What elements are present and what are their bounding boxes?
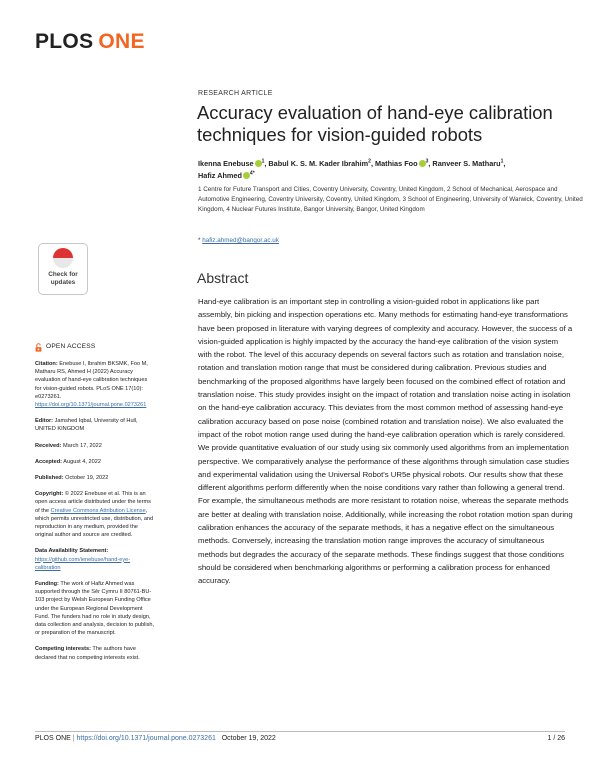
article-title: Accuracy evaluation of hand-eye calibration techniques for vision-guided robots (197, 102, 553, 145)
footer-date: October 19, 2022 (221, 735, 276, 742)
author-name[interactable]: Ranveer S. Matharu (432, 159, 501, 168)
author-affiliation-number: 2 (368, 158, 371, 165)
orcid-icon[interactable] (419, 160, 426, 167)
journal-name-plos: PLOS (35, 30, 94, 53)
abstract-heading: Abstract (197, 270, 249, 286)
corresponding-marker: * (252, 170, 255, 177)
footer-doi-link[interactable]: https://doi.org/10.1371/journal.pone.0273261 (76, 735, 216, 742)
article-type: RESEARCH ARTICLE (198, 90, 273, 97)
journal-name-one: ONE (98, 30, 145, 53)
check-for-updates-badge[interactable] (38, 243, 88, 295)
orcid-icon[interactable] (243, 172, 250, 179)
corresponding-marker: * (198, 237, 201, 244)
open-access-label: OPEN ACCESS (35, 343, 155, 352)
author-name[interactable]: Ikenna Enebuse (198, 159, 254, 168)
page-footer: PLOS ONE | https://doi.org/10.1371/journal.pone.0273261 October 19, 2022 (35, 735, 276, 742)
received-date: Received: March 17, 2022 (35, 442, 102, 449)
correspondence (198, 237, 279, 244)
funding: Funding: The work of Hafiz Ahmed was supported through the Sêr Cymru II 80761-BU-103 project by Welsh European Funding Office under the European Regional Development Fund. The funders had no role in study design, data collection and analysis, decision to publish, or preparation of the manuscript. (35, 581, 155, 637)
author-affiliation-number: 1 (261, 158, 265, 165)
accepted-date: Accepted: August 4, 2022 (35, 458, 101, 465)
check-updates-icon (53, 248, 73, 268)
data-availability: Data Availability Statement: https://github.com/ienebuse/hand-eye-calibration (35, 548, 131, 571)
correspondence-email-link[interactable]: hafiz.ahmed@bangor.ac.uk (202, 237, 279, 244)
open-access-lock-icon (35, 343, 42, 352)
orcid-icon[interactable] (255, 160, 262, 167)
data-repository-link[interactable]: https://github.com/ienebuse/hand-eye-calibration (35, 556, 131, 571)
author-affiliation-number: 3 (425, 158, 429, 165)
published-date: Published: October 19, 2022 (35, 475, 109, 482)
author-name[interactable]: Hafiz Ahmed (198, 171, 242, 180)
footer-journal: PLOS ONE (35, 735, 71, 742)
footer-divider (35, 731, 565, 732)
check-updates-label: Check for updates (48, 271, 78, 286)
competing-interests: Competing interests: The authors have declared that no competing interests exist. (35, 646, 140, 661)
journal-logo (35, 30, 145, 54)
author-affiliation-number: 4 (249, 170, 253, 177)
author-list: Ikenna Enebuse $^1$, Babul K. S. M. Kader Ibrahim$^2$, Mathias Foo $^3$, Ranveer S. Matharu$^1$, Hafiz Ahmed $^{4*}$ (198, 158, 506, 180)
abstract-text: Hand-eye calibration is an important step in controlling a vision-guided robot in applications like part assembly, bin picking and inspection operations etc. Many methods for estimating hand-eye transformations have been proposed in literature with varying degrees of complexity and accuracy. However, the success of a vision-guided application is highly impacted by the accuracy the hand-eye calibration of the vision system with the robot. The level of this accuracy depends on several factors such as rotation and translation noise, rotation and translation motion range that must be considered during calibration. Previous studies and benchmarking of the proposed algorithms have largely been focused on the combined effect of rotation and translation noise. This study provides insight on the impact of rotation and translation noise acting in isolation on the hand-eye calibration accuracy. This deviates from the most common method of assessing hand-eye calibration accuracy based on pose noise (combined rotation and translation noise). We also evaluated the impact of the robot motion range used during the hand-eye calibration operation which is rarely considered. We provide quantitative evaluation of our study using six commonly used algorithms from an implementation perspective. We comparatively analyse the performance of these algorithms through simulation case studies and experimental validation using the Universal Robot's UR5e physical robots. Our results show that these different algorithms perform differently when the noise conditions vary rather than following a general trend. For example, the simultaneous methods are more resistant to rotation noise, whereas the separate methods are better at dealing with translation noise. Additionally, while increasing the robot rotation motion span during calibration enhances the accuracy of the separate methods, it has a negative effect on the simultaneous methods. Conversely, increasing the translation motion range improves the accuracy of simultaneous methods but degrades the accuracy of the separate methods. These findings suggest that those conditions should be considered when benchmarking algorithms or performing a calibration process for enhanced accuracy. (198, 297, 573, 586)
copyright: Copyright: © 2022 Enebuse et al. This is an open access article distributed under the terms of the Creative Commons Attribution License, which permits unrestricted use, distribution, and reproduction in any medium, provided the original author and source are credited. (35, 491, 154, 539)
author-affiliation-number: 1 (500, 158, 504, 165)
affiliations: 1 Centre for Future Transport and Cities, Coventry University, Coventry, United Kingdom, 2 School of Mechanical, Aerospace and Automotive Engineering, Coventry University, Coventry, United Kingdom, 3 School of Engineering, University of Warwick, Coventry, United Kingdom, 4 Nuclear Futures Institute, Bangor University, Bangor, United Kingdom (198, 186, 583, 214)
article-info-sidebar (35, 343, 155, 670)
citation: Citation: Enebuse I, Ibrahim BKSMK, Foo M, Matharu RS, Ahmed H (2022) Accuracy evaluation of hand-eye calibration techniques for vision-guided robots. PLoS ONE 17(10): e0273261. https://doi.org/10.1371/journal.pone.0273261 (35, 361, 148, 409)
page-number: 1 / 26 (547, 735, 565, 742)
editor: Editor: Jamshed Iqbal, University of Hull, UNITED KINGDOM (35, 418, 138, 433)
author-name[interactable]: Mathias Foo (375, 159, 418, 168)
citation-doi-link[interactable]: https://doi.org/10.1371/journal.pone.0273261 (35, 402, 147, 409)
author-name[interactable]: Babul K. S. M. Kader Ibrahim (268, 159, 369, 168)
license-link[interactable]: Creative Commons Attribution License (50, 507, 146, 514)
